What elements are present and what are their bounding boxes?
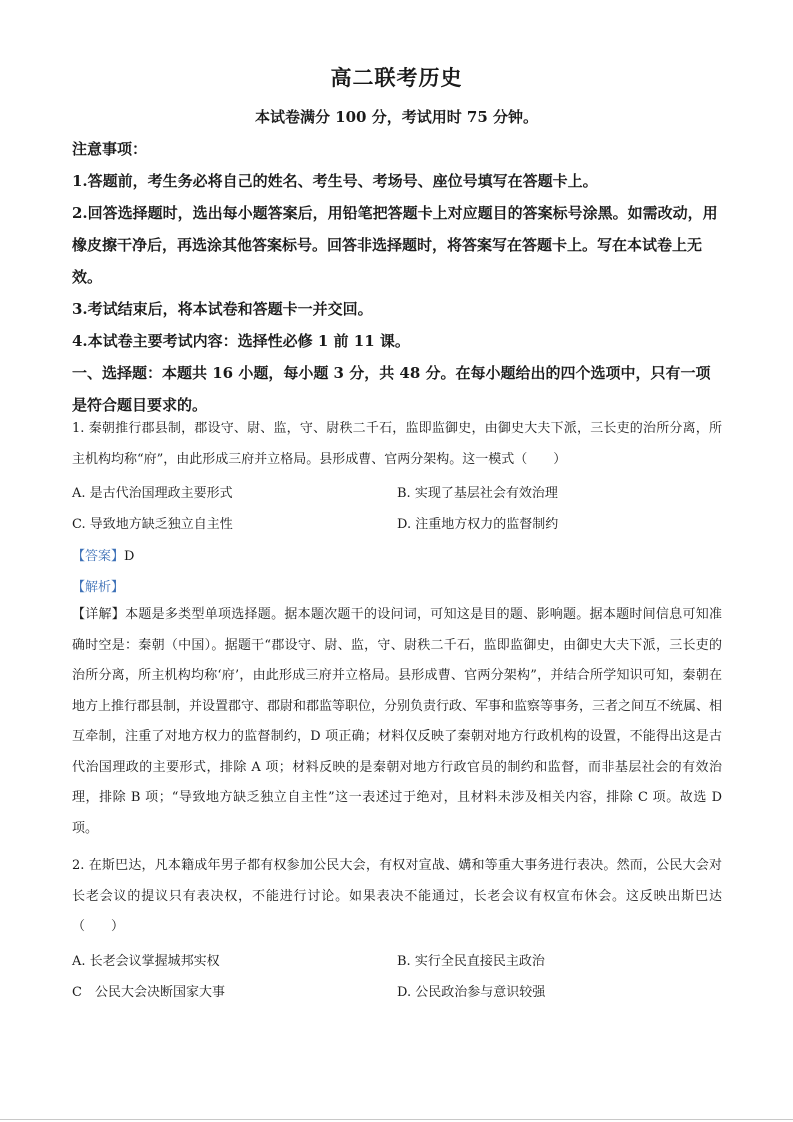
option-b: B. 实行全民直接民主政治 [397,954,545,969]
answer-line [72,545,134,564]
answer-label: 【答案】 [72,549,125,564]
option-d: D. 公民政治参与意识较强 [397,985,546,1000]
question-stem: 2. 在斯巴达，凡本籍成年男子都有权参加公民大会，有权对宣战、媾和等重大事务进行表决。然而，公民大会对长老会议的提议只有表决权，不能进行讨论。如果表决不能通过，长老会议有权宣布休会。这反映出斯巴达（ ） [72,858,722,934]
question-stem: 1. 秦朝推行郡县制，郡设守、尉、监，守、尉秩二千石，监即监御史，由御史大夫下派，三长吏的治所分离，所主机构均称“府”，由此形成三府并立格局。县形成曹、官两分架构。这一模式（ ） [72,421,722,467]
notice-item: 4.本试卷主要考试内容：选择性必修 1 前 11 课。 [72,332,410,350]
option-b: B. 实现了基层社会有效治理 [397,486,558,501]
notice-item: 2.回答选择题时，选出每小题答案后，用铅笔把答题卡上对应题目的答案标号涂黑。如需改动，用橡皮擦干净后，再选涂其他答案标号。回答非选择题时，将答案写在答题卡上。写在本试卷上无效。 [72,204,718,286]
option-c: C 公民大会决断国家大事 [72,985,225,1000]
page-bottom-rule [0,1119,793,1120]
question-2 [72,851,722,943]
detail-label: 【详解】 [72,607,126,622]
option-d: D. 注重地方权力的监督制约 [397,517,559,532]
detail-text: 本题是多类型单项选择题。据本题次题干的设问词，可知这是目的题、影响题。据本题时间信息可知准确时空是：秦朝（中国）。据题干“郡设守、尉、监，守、尉秩二千石，监即监御史，由御史大夫下派，三长吏的治所分离，所主机构均称‘府’，由此形成三府并立格局。县形成曹、官两分架构”，并结合所学知识可知，秦朝在地方上推行郡县制，并设置郡守、郡尉和郡监等职位，分别负责行政、军事和监察等事务，三者之间互不统属、相互牵制，注重了对地方权力的监督制约，D 项正确；材料仅反映了秦朝对地方行政机构的设置，不能得出这是古代治国理政的主要形式，排除 A 项；材料反映的是秦朝对地方行政官员的制约和监督，而非基层社会的有效治理，排除 B 项；“导致地方缺乏独立自主性”这一表述过于绝对，且材料未涉及相关内容，排除 C 项。故选 D 项。 [72,607,723,836]
notice-block [72,133,722,421]
option-a: A. 是古代治国理政主要形式 [72,486,233,501]
notice-item: 1.答题前，考生务必将自己的姓名、考生号、考场号、座位号填写在答题卡上。 [72,172,598,190]
exam-info: 本试卷满分 100 分，考试用时 75 分钟。 [254,108,539,126]
analysis-line [72,576,124,595]
notice-item: 3.考试结束后，将本试卷和答题卡一并交回。 [72,300,373,318]
option-c: C. 导致地方缺乏独立自主性 [72,517,233,532]
notice-heading: 注意事项： [72,140,148,158]
answer-value: D [124,549,135,564]
question-1 [72,414,722,475]
page-title: 高二联考历史 [330,65,463,90]
explanation [72,600,722,844]
section-heading: 一、选择题：本题共 16 小题，每小题 3 分，共 48 分。在每小题给出的四个选项中，只有一项是符合题目要求的。 [72,364,711,414]
analysis-label: 【解析】 [72,580,125,595]
option-a: A. 长老会议掌握城邦实权 [72,954,220,969]
